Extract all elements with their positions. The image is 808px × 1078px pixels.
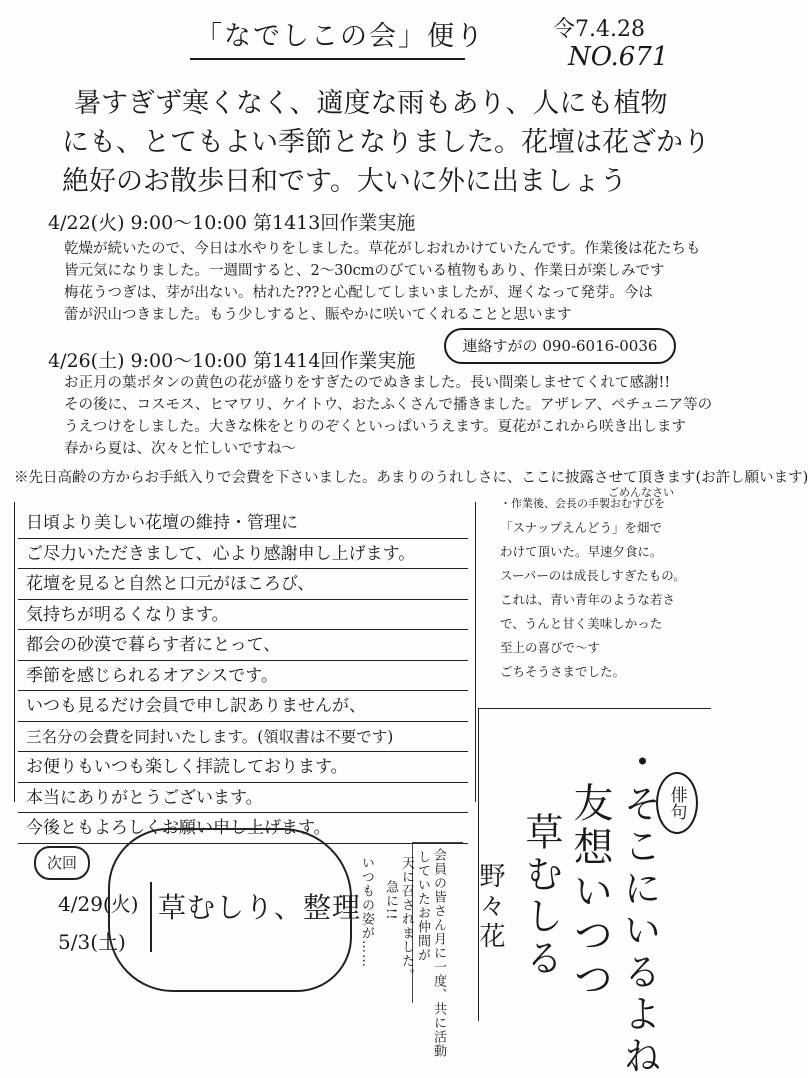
letter-line: 今後ともよろしくお願い申し上げます。 <box>18 813 468 844</box>
intro-line: 暑すぎず寒くなく、適度な雨もあり、人にも植物 <box>74 88 668 119</box>
haiku-tag: 俳句 <box>656 772 698 834</box>
section1-line: 乾燥が続いたので、今日は水やりをしました。草花がしおれかけていたんです。作業後は花たちも <box>64 241 701 257</box>
memo-line: これは、青い青年のような若さ <box>500 592 676 607</box>
memo-line: スーパーのは成長しすぎたもの。 <box>500 568 686 583</box>
snap-pea-memo <box>500 492 700 684</box>
intro-paragraph <box>62 84 710 201</box>
memo-line: で、うんと甘く美味しかった <box>500 616 663 631</box>
letter-line: 花壇を見ると自然と口元がほころび、 <box>18 569 468 600</box>
letter-line: 本当にありがとうございます。 <box>18 783 468 814</box>
contact-badge: 連絡すがの 090-6016-0036 <box>444 328 676 364</box>
memorial-note-line: していたお仲間が <box>415 850 430 962</box>
title-underline <box>190 58 465 60</box>
section1-line: 梅花うつぎは、芽が出ない。枯れた???と心配してしまいましたが、遅くなって発芽。今は <box>64 285 653 301</box>
section1-heading: 4/22(火) 9:00〜10:00 第1413回作業実施 <box>48 212 416 234</box>
note-apology: ごめんなさい <box>608 486 674 499</box>
memorial-note-line: 天に召されました。 <box>399 856 414 982</box>
memorial-note-line: 会員の皆さん月に一度、共に活動 <box>431 848 446 1058</box>
section2-heading: 4/26(土) 9:00〜10:00 第1414回作業実施 <box>48 350 416 372</box>
memorial-note-line: いつもの姿が…… <box>359 856 374 968</box>
haiku-author: 野々花 <box>475 862 505 952</box>
letter-introduction-note: ※先日高齢の方からお手紙入りで会費を下さいました。あまりのうれしさに、ここに披露させて頂きます(お許し願います) <box>14 470 808 486</box>
letter-line: 季節を感じられるオアシスです。 <box>18 661 468 692</box>
memo-line: わけて頂いた。早速夕食に。 <box>500 544 663 559</box>
section1-line: 皆元気になりました。一週間すると、2〜30cmのびている植物もあり、作業日が楽しみです <box>64 263 665 279</box>
memo-line: 「スナップえんどう」を畑で <box>500 520 663 535</box>
section2-line: その後に、コスモス、ヒマワリ、ケイトウ、おたふくさんで播きました。アザレア、ペチュニア等の <box>64 397 713 413</box>
haiku-line: ・そこにいるよね <box>617 742 661 1078</box>
section2-line: お正月の葉ボタンの黄色の花が盛りをすぎたのでぬきました。長い間楽しませてくれて感謝!! <box>64 375 671 391</box>
haiku-line: 友想いつつ <box>567 782 613 1002</box>
next-task: 草むしり、整理 <box>158 891 362 924</box>
intro-line: にも、とてもよい季節となりました。花壇は花ざかり <box>62 127 710 158</box>
next-date: 4/29(火) <box>58 892 139 916</box>
next-session-label: 次回 <box>34 846 90 880</box>
letter-line: 気持ちが明るくなります。 <box>18 600 468 631</box>
next-bracket <box>150 882 152 952</box>
issue-number: NO.671 <box>568 42 669 72</box>
haiku-line: 草むしる <box>519 812 563 980</box>
section1-body <box>64 238 701 326</box>
memo-line: ・作業後、会長の手製おむすびを <box>500 497 665 510</box>
issue-date: 令7.4.28 <box>553 17 645 42</box>
section2-line: 春から夏は、次々と忙しいですね〜 <box>64 441 296 457</box>
memo-line: 至上の喜びで〜す <box>500 640 601 655</box>
letter-line: 都会の砂漠で暮らす者にとって、 <box>18 630 468 661</box>
letter-line: ご尽力いただきまして、心より感謝申し上げます。 <box>18 539 468 570</box>
letter-line: お便りもいつも楽しく拝読しております。 <box>18 752 468 783</box>
memorial-note-line: 急に!! <box>383 880 398 921</box>
section2-body <box>64 372 712 460</box>
quoted-letter <box>18 508 468 844</box>
section2-line: うえつけをしました。大きな株をとりのぞくといっぱいうえます。夏花がこれから咲き出します <box>64 419 687 435</box>
intro-line: 絶好のお散歩日和です。大いに外に出ましょう <box>62 166 627 197</box>
letter-line: いつも見るだけ会員で申し訳ありませんが、 <box>18 691 468 722</box>
memo-line: ごちそうさまでした。 <box>500 664 626 679</box>
next-date: 5/3(土) <box>58 930 126 954</box>
newsletter-title: 「なでしこの会」便り <box>195 21 485 52</box>
section1-line: 蕾が沢山つきました。もう少しすると、賑やかに咲いてくれることと思います <box>64 307 572 323</box>
letter-line: 三名分の会費を同封いたします。(領収書は不要です) <box>18 722 468 753</box>
letter-line: 日頃より美しい花壇の維持・管理に <box>18 508 468 539</box>
